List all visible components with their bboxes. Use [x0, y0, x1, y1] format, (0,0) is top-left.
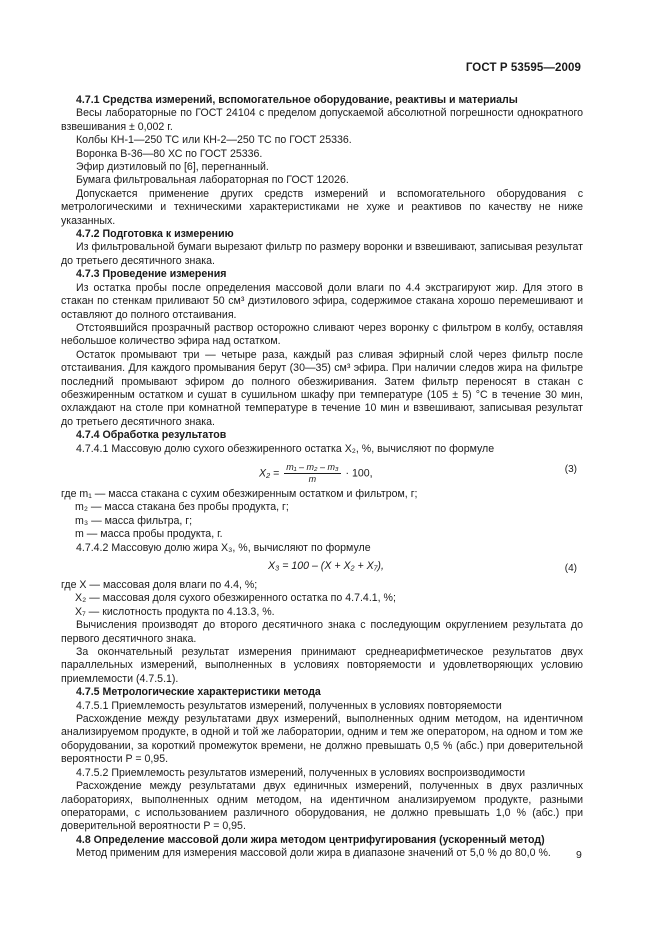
definition-m1: где m₁ — масса стакана с сухим обезжиренным остатком и фильтром, г;	[61, 487, 418, 500]
formula-3-fraction	[284, 462, 340, 485]
section-heading-4-7-2: 4.7.2 Подготовка к измерению	[76, 228, 234, 241]
page-number: 9	[576, 849, 582, 861]
page-content	[61, 94, 583, 861]
subheading-4-7-5-2: 4.7.5.2 Приемлемость результатов измерений, полученных в условиях воспроизводимости	[76, 766, 526, 779]
paragraph-filter-paper: Бумага фильтровальная лабораторная по ГОСТ 12026.	[76, 174, 349, 187]
formula-4-body: X₃ = 100 – (X + X₂ + X₇),	[268, 560, 384, 572]
paragraph-scales: Весы лабораторные по ГОСТ 24104 с пределом допускаемой абсолютной погрешности однократного взвешивания ± 0,002 г.	[61, 107, 583, 133]
formula-4	[61, 558, 583, 576]
formula-3-numerator: m₁ – m₂ – m₃	[286, 461, 339, 472]
section-heading-4-8: 4.8 Определение массовой доли жира методом центрифугирования (ускоренный метод)	[76, 833, 545, 846]
formula-3-lhs: X₂ =	[259, 467, 280, 480]
paragraph-washing: Остаток промывают три — четыре раза, каждый раз сливая эфирный слой через фильтр после отстаивания. Для каждого промывания берут (30—35) см³ эфира. При наличии следов жира на фильтре последний промывают эфиром до полного обезжиривания. Затем фильтр переносят в стакан с обезжиренным остатком и сушат в сушильном шкафу при температуре (105 ± 5) °С в течение 30 мин, охлаждают на столе при комнатной температуре в течение 10 мин и взвешивают, записывая результат до третьего десятичного знака.	[61, 348, 583, 428]
paragraph-rounding: Вычисления производят до второго десятичного знака с последующим округлением результата до первого десятичного знака.	[61, 619, 583, 645]
formula-3	[61, 459, 583, 485]
document-header: ГОСТ Р 53595—2009	[465, 62, 581, 74]
formula-3-denominator: m	[308, 473, 317, 484]
definition-m2: m₂ — масса стакана без пробы продукта, г;	[75, 501, 289, 514]
definition-x: где X — массовая доля влаги по 4.4, %;	[61, 579, 258, 591]
paragraph-final-result: За окончательный результат измерения принимают среднеарифметическое результатов двух параллельных измерений, выполненных в условиях повторяемости и удовлетворяющих условию приемлемости (4.7.5.1).	[61, 646, 583, 685]
formula-3-number: (3)	[564, 463, 577, 475]
formula-3-body	[259, 462, 373, 485]
definition-m3: m₃ — масса фильтра, г;	[75, 514, 193, 527]
section-heading-4-7-3: 4.7.3 Проведение измерения	[76, 268, 227, 281]
paragraph-4-7-4-2: 4.7.4.2 Массовую долю жира X₃, %, вычисляют по формуле	[76, 541, 371, 554]
formula-3-tail: · 100,	[345, 467, 373, 480]
paragraph-4-7-4-1: 4.7.4.1 Массовую долю сухого обезжиренного остатка X₂, %, вычисляют по формуле	[76, 442, 495, 455]
definition-m: m — масса пробы продукта, г.	[75, 528, 223, 541]
section-heading-4-7-1: 4.7.1 Средства измерений, вспомогательное оборудование, реактивы и материалы	[76, 94, 518, 106]
definition-x7: X₇ — кислотность продукта по 4.13.3, %.	[75, 605, 275, 618]
paragraph-alternatives: Допускается применение других средств измерений и вспомогательного оборудования с метрологическими и техническими характеристиками не хуже и реактивов по качеству не ниже указанных.	[61, 187, 583, 227]
paragraph-repeatability: Расхождение между результатами двух измерений, выполненных одним методом, на идентичном анализируемом продукте, в одной и той же лаборатории, одним и тем же оператором, на одном и том же оборудовании, за короткий промежуток времени, не должно превышать 0,5 % (абс.) при доверительной вероятности P = 0,95.	[61, 713, 583, 766]
subheading-4-7-5-1: 4.7.5.1 Приемлемость результатов измерений, полученных в условиях повторяемости	[76, 699, 502, 712]
paragraph-decanting: Отстоявшийся прозрачный раствор осторожно сливают через воронку с фильтром в колбу, оставляя небольшое количество эфира над остатком.	[61, 321, 583, 348]
section-heading-4-7-5: 4.7.5 Метрологические характеристики метода	[76, 686, 321, 699]
paragraph-preparation: Из фильтровальной бумаги вырезают фильтр по размеру воронки и взвешивают, записывая результат до третьего десятичного знака.	[61, 241, 583, 267]
paragraph-ether: Эфир диэтиловый по [6], перегнанный.	[76, 161, 269, 174]
paragraph-reproducibility: Расхождение между результатами двух единичных измерений, полученных в двух различных лабораториях, выполненных одним методом, на идентичном анализируемом продукте, разными операторами, с использованием различного оборудования, не должно превышать 1,0 % (абс.) при доверительной вероятности P = 0,95.	[61, 780, 583, 833]
paragraph-extraction: Из остатка пробы после определения массовой доли влаги по 4.4 экстрагируют жир. Для этого в стакан по стенкам приливают 50 см³ диэтилового эфира, содержимое стакана хорошо перемешивают и оставляют до полного отстаивания.	[61, 281, 583, 321]
definition-x2: X₂ — массовая доля сухого обезжиренного остатка по 4.7.4.1, %;	[75, 592, 396, 605]
formula-4-number: (4)	[564, 563, 577, 574]
paragraph-funnel: Воронка В-36—80 ХС по ГОСТ 25336.	[76, 147, 263, 160]
section-heading-4-7-4: 4.7.4 Обработка результатов	[76, 429, 227, 442]
paragraph-method-range: Метод применим для измерения массовой доли жира в диапазоне значений от 5,0 % до 80,0 %.	[76, 847, 551, 860]
paragraph-flasks: Колбы КН-1—250 ТС или КН-2—250 ТС по ГОСТ 25336.	[76, 134, 352, 147]
